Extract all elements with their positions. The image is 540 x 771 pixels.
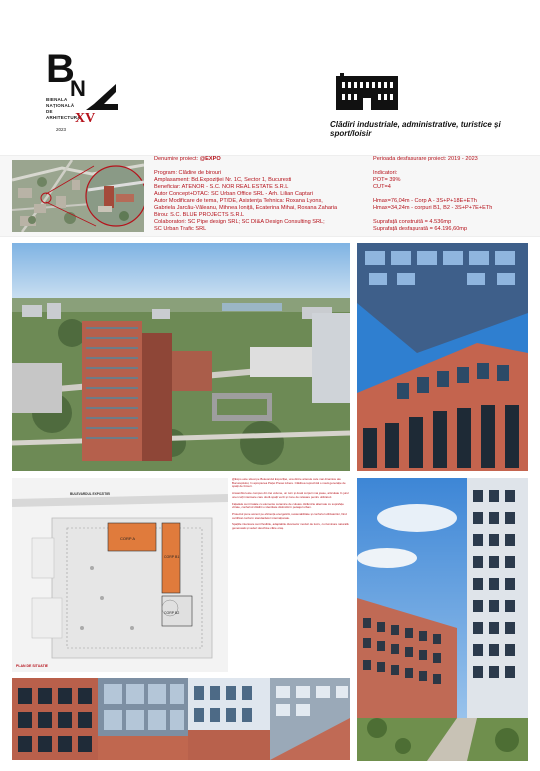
plan-title: PLAN DE SITUATIE <box>16 664 49 668</box>
description-paragraph: Spațiile interioare sunt flexibile, adaptabile diverselor moduri de lucru, cu iluminare naturală generoasă și vederi deschise către oraș. <box>232 522 349 531</box>
edition-number: XV <box>75 111 96 126</box>
plan-label-b1: CORP B1 <box>164 555 180 559</box>
street-label: BULEVARDUL EXPOZITIEI <box>70 492 111 496</box>
project-name: @EXPO <box>199 156 221 162</box>
building-category-icon <box>332 70 402 110</box>
description-paragraph: Ansamblul este compus din trei volume, un turn și două corpuri mai joase, articulate în jurul unei curți interioare care oferă spații verzi și zone de relaxare pentru utilizatori. <box>232 491 349 499</box>
location-map <box>12 160 144 232</box>
svg-text:N: N <box>70 76 86 101</box>
aerial-photo <box>12 243 350 471</box>
indicator-hmax-b: Hmax=34,24m - corpuri B1, B2 - 3S+P+7E+ETh <box>373 205 493 211</box>
info-line: Gabriela Jarcău-Văleanu, Mihnea Ioniță, Ecaterina Mihai, Roxana Zaharia <box>154 205 338 211</box>
info-line: SC Urban Trafic SRL <box>154 226 207 232</box>
svg-text:B: B <box>46 47 75 91</box>
info-line: Beneficiar: ATENOR - S.C. NOR REAL ESTATE S.R.L <box>154 184 289 190</box>
description-paragraph: @Expo este situat pe Bulevardul Expoziției, una dintre arterele cele mai dinamice ale Bucureștiului, în apropierea Pieței Presei Libere. Clădirea reprezintă o nouă generație de spații de birouri. <box>232 478 346 489</box>
project-description <box>232 478 350 672</box>
indicators-label: Indicatori: <box>373 170 398 176</box>
info-line: Birou: S.C. BLUE PROJECTS S.R.L <box>154 212 245 218</box>
logo-year: 2023 <box>56 127 67 132</box>
site-plan-drawing <box>12 478 228 672</box>
indicator-cut: CUT=4 <box>373 184 391 190</box>
facade-upward-photo <box>357 243 528 471</box>
indicator-pot: POT= 39% <box>373 177 401 183</box>
info-line: Amplasament: Bd.Expoziției Nr. 1C, Sector 1, Bucuresti <box>154 177 292 183</box>
description-paragraph: Proiectul pune accent pe eficiența energetică, sustenabilitate și confortul utilizatorilor, fiind certificat conform standardelor internaționale. <box>232 511 347 520</box>
project-name-label: Denumire proiect: <box>154 156 199 162</box>
street-view-photo <box>357 478 528 761</box>
deployed-area: Suprafață desfașurată = 64.196,60mp <box>373 226 468 232</box>
logo-subtitle: BIENALA NAȚIONALĂ DE ARHITECTURĂ <box>46 97 81 120</box>
category-title: Clădiri industriale, administrative, turistice și sport/loisir <box>330 120 501 138</box>
project-details <box>373 156 533 233</box>
facade-detail-photos <box>12 678 350 760</box>
plan-label-a: CORP A <box>120 536 136 541</box>
info-line: Autor Concept+DTAC: SC Urban Office SRL - Arh. Lilian Captari <box>154 191 313 197</box>
info-line: Program: Clădire de birouri <box>154 170 222 176</box>
description-paragraph: Fațadele sunt tratate cu elemente ceramice de culoare cărămizie alternate cu suprafețe vitrate, conferind clădirii o identitate distinctă în peisajul urban. <box>232 501 344 510</box>
info-line: Colaboratori: SC Pipe design SRL; SC DI&A Design Consulting SRL; <box>154 219 325 225</box>
indicator-hmax-a: Hmax=76,04m - Corp A - 3S+P+18E+ETh <box>373 198 477 204</box>
info-line: Autor Modificare de tema, PT/DE, Asistența Tehnica: Roxana Lyons, <box>154 198 323 204</box>
site-plan <box>12 478 228 672</box>
plan-label-b2: CORP B2 <box>164 611 180 615</box>
project-period: Perioada desfasurare proiect: 2019 - 2023 <box>373 156 478 162</box>
project-info <box>154 156 364 233</box>
built-area: Suprafață construită = 4.536mp <box>373 219 452 225</box>
